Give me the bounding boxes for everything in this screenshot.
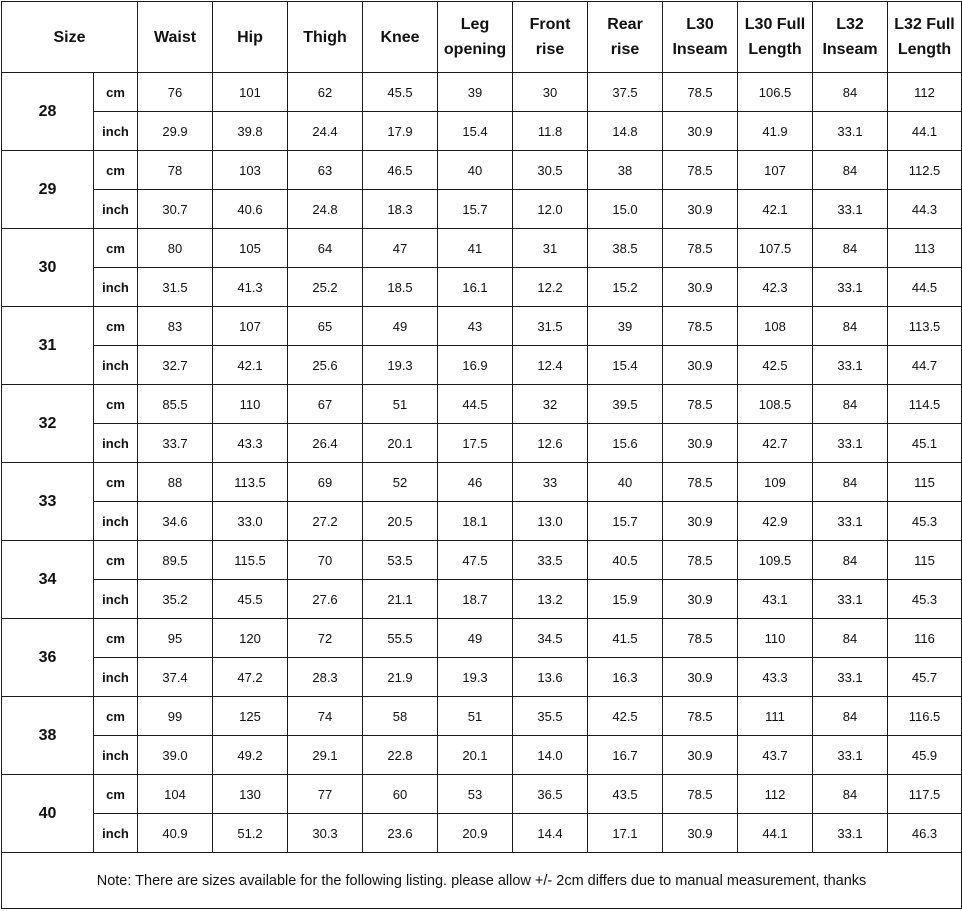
measurement-cell: 89.5 [138, 541, 213, 580]
measurement-cell: 78.5 [663, 73, 738, 112]
measurement-cell: 30.9 [663, 268, 738, 307]
measurement-cell: 20.1 [363, 424, 438, 463]
header-hip [213, 2, 288, 73]
measurement-cell: 43.3 [213, 424, 288, 463]
header-front-rise [513, 2, 588, 73]
size-label: 28 [2, 73, 94, 151]
measurement-cell: 33.1 [813, 814, 888, 853]
measurement-cell: 106.5 [738, 73, 813, 112]
measurement-cell: 46.5 [363, 151, 438, 190]
measurement-cell: 30.9 [663, 814, 738, 853]
measurement-cell: 33.1 [813, 658, 888, 697]
measurement-cell: 76 [138, 73, 213, 112]
size-label: 30 [2, 229, 94, 307]
measurement-cell: 15.7 [588, 502, 663, 541]
measurement-cell: 30.9 [663, 736, 738, 775]
header-row [2, 2, 962, 73]
measurement-cell: 25.6 [288, 346, 363, 385]
measurement-cell: 30.9 [663, 112, 738, 151]
measurement-cell: 78.5 [663, 229, 738, 268]
measurement-cell: 29.9 [138, 112, 213, 151]
measurement-cell: 30.9 [663, 658, 738, 697]
table-row [2, 502, 962, 541]
measurement-cell: 55.5 [363, 619, 438, 658]
unit-label: cm [94, 307, 138, 346]
unit-label: cm [94, 697, 138, 736]
measurement-cell: 30.3 [288, 814, 363, 853]
measurement-cell: 112 [738, 775, 813, 814]
table-row [2, 697, 962, 736]
measurement-cell: 28.3 [288, 658, 363, 697]
measurement-cell: 15.4 [588, 346, 663, 385]
measurement-cell: 53.5 [363, 541, 438, 580]
measurement-cell: 46 [438, 463, 513, 502]
measurement-cell: 30.5 [513, 151, 588, 190]
measurement-cell: 85.5 [138, 385, 213, 424]
measurement-cell: 45.5 [363, 73, 438, 112]
measurement-cell: 84 [813, 151, 888, 190]
measurement-cell: 107 [738, 151, 813, 190]
measurement-cell: 20.9 [438, 814, 513, 853]
measurement-cell: 49.2 [213, 736, 288, 775]
measurement-cell: 30.9 [663, 190, 738, 229]
unit-label: inch [94, 268, 138, 307]
note-row [2, 853, 962, 909]
measurement-cell: 111 [738, 697, 813, 736]
measurement-cell: 42.3 [738, 268, 813, 307]
size-label: 38 [2, 697, 94, 775]
table-row [2, 190, 962, 229]
measurement-cell: 84 [813, 385, 888, 424]
table-row [2, 268, 962, 307]
unit-label: inch [94, 658, 138, 697]
measurement-cell: 78 [138, 151, 213, 190]
header-l32-full-length [888, 2, 962, 73]
measurement-cell: 41.9 [738, 112, 813, 151]
measurement-cell: 51 [363, 385, 438, 424]
measurement-cell: 15.9 [588, 580, 663, 619]
measurement-cell: 30.9 [663, 346, 738, 385]
measurement-cell: 64 [288, 229, 363, 268]
unit-label: inch [94, 112, 138, 151]
measurement-cell: 16.7 [588, 736, 663, 775]
measurement-cell: 113.5 [213, 463, 288, 502]
measurement-cell: 18.5 [363, 268, 438, 307]
measurement-cell: 116.5 [888, 697, 962, 736]
size-rows [2, 73, 962, 853]
measurement-cell: 43 [438, 307, 513, 346]
size-label: 31 [2, 307, 94, 385]
table-row [2, 814, 962, 853]
table-row [2, 73, 962, 112]
size-label: 40 [2, 775, 94, 853]
measurement-cell: 42.5 [588, 697, 663, 736]
table-row [2, 229, 962, 268]
unit-label: cm [94, 229, 138, 268]
header-rear-rise-label: Rear rise [607, 16, 643, 58]
measurement-cell: 39 [588, 307, 663, 346]
measurement-cell: 43.3 [738, 658, 813, 697]
measurement-cell: 51 [438, 697, 513, 736]
measurement-cell: 40.6 [213, 190, 288, 229]
measurement-cell: 21.1 [363, 580, 438, 619]
measurement-cell: 84 [813, 541, 888, 580]
measurement-cell: 113 [888, 229, 962, 268]
measurement-cell: 17.1 [588, 814, 663, 853]
table-row [2, 658, 962, 697]
measurement-cell: 35.2 [138, 580, 213, 619]
table-row [2, 541, 962, 580]
measurement-cell: 41.5 [588, 619, 663, 658]
measurement-cell: 39.8 [213, 112, 288, 151]
measurement-cell: 43.7 [738, 736, 813, 775]
table-row [2, 385, 962, 424]
unit-label: cm [94, 151, 138, 190]
measurement-cell: 30.9 [663, 580, 738, 619]
measurement-cell: 112.5 [888, 151, 962, 190]
measurement-cell: 13.0 [513, 502, 588, 541]
measurement-cell: 47.5 [438, 541, 513, 580]
measurement-cell: 14.0 [513, 736, 588, 775]
measurement-cell: 99 [138, 697, 213, 736]
measurement-cell: 63 [288, 151, 363, 190]
header-l30-inseam-label: L30 Inseam [672, 16, 728, 58]
measurement-cell: 33 [513, 463, 588, 502]
measurement-cell: 14.8 [588, 112, 663, 151]
measurement-cell: 33.5 [513, 541, 588, 580]
measurement-cell: 78.5 [663, 541, 738, 580]
table-row [2, 463, 962, 502]
measurement-cell: 20.5 [363, 502, 438, 541]
measurement-cell: 16.9 [438, 346, 513, 385]
unit-label: inch [94, 736, 138, 775]
measurement-cell: 74 [288, 697, 363, 736]
header-front-rise-label: Front rise [529, 16, 571, 58]
measurement-cell: 31 [513, 229, 588, 268]
measurement-cell: 49 [363, 307, 438, 346]
measurement-cell: 19.3 [363, 346, 438, 385]
unit-label: inch [94, 424, 138, 463]
measurement-cell: 37.4 [138, 658, 213, 697]
measurement-cell: 44.7 [888, 346, 962, 385]
header-thigh [288, 2, 363, 73]
measurement-cell: 16.1 [438, 268, 513, 307]
measurement-cell: 32.7 [138, 346, 213, 385]
measurement-cell: 32 [513, 385, 588, 424]
measurement-cell: 42.1 [213, 346, 288, 385]
measurement-cell: 49 [438, 619, 513, 658]
measurement-cell: 44.5 [888, 268, 962, 307]
measurement-cell: 114.5 [888, 385, 962, 424]
measurement-cell: 44.1 [738, 814, 813, 853]
measurement-cell: 36.5 [513, 775, 588, 814]
measurement-cell: 30.7 [138, 190, 213, 229]
measurement-cell: 27.2 [288, 502, 363, 541]
measurement-cell: 12.0 [513, 190, 588, 229]
measurement-cell: 18.3 [363, 190, 438, 229]
measurement-cell: 15.7 [438, 190, 513, 229]
measurement-cell: 22.8 [363, 736, 438, 775]
header-l32-inseam-label: L32 Inseam [822, 16, 878, 58]
measurement-cell: 51.2 [213, 814, 288, 853]
measurement-cell: 72 [288, 619, 363, 658]
header-l30-full-length [738, 2, 813, 73]
measurement-cell: 78.5 [663, 151, 738, 190]
measurement-cell: 18.7 [438, 580, 513, 619]
measurement-cell: 33.1 [813, 190, 888, 229]
measurement-cell: 46.3 [888, 814, 962, 853]
measurement-cell: 13.6 [513, 658, 588, 697]
size-label: 32 [2, 385, 94, 463]
measurement-cell: 101 [213, 73, 288, 112]
size-label: 33 [2, 463, 94, 541]
measurement-cell: 113.5 [888, 307, 962, 346]
measurement-cell: 104 [138, 775, 213, 814]
measurement-cell: 33.1 [813, 268, 888, 307]
measurement-cell: 26.4 [288, 424, 363, 463]
measurement-cell: 34.5 [513, 619, 588, 658]
measurement-cell: 12.6 [513, 424, 588, 463]
measurement-cell: 65 [288, 307, 363, 346]
measurement-cell: 12.4 [513, 346, 588, 385]
header-l32-inseam [813, 2, 888, 73]
measurement-cell: 78.5 [663, 385, 738, 424]
measurement-cell: 44.5 [438, 385, 513, 424]
measurement-cell: 78.5 [663, 463, 738, 502]
measurement-cell: 15.4 [438, 112, 513, 151]
measurement-cell: 18.1 [438, 502, 513, 541]
measurement-cell: 38 [588, 151, 663, 190]
measurement-cell: 44.3 [888, 190, 962, 229]
measurement-cell: 33.1 [813, 346, 888, 385]
measurement-cell: 77 [288, 775, 363, 814]
measurement-cell: 20.1 [438, 736, 513, 775]
measurement-cell: 35.5 [513, 697, 588, 736]
size-chart [1, 1, 961, 909]
measurement-cell: 67 [288, 385, 363, 424]
table-row [2, 580, 962, 619]
measurement-cell: 130 [213, 775, 288, 814]
measurement-cell: 84 [813, 697, 888, 736]
measurement-cell: 83 [138, 307, 213, 346]
header-knee-label: Knee [380, 28, 420, 46]
measurement-cell: 33.1 [813, 424, 888, 463]
measurement-cell: 84 [813, 463, 888, 502]
table-row [2, 151, 962, 190]
size-chart-table [1, 1, 962, 909]
measurement-cell: 42.7 [738, 424, 813, 463]
measurement-cell: 47 [363, 229, 438, 268]
measurement-cell: 34.6 [138, 502, 213, 541]
measurement-cell: 40.5 [588, 541, 663, 580]
header-l30-full-length-label: L30 Full Length [744, 16, 806, 58]
measurement-cell: 39 [438, 73, 513, 112]
measurement-cell: 19.3 [438, 658, 513, 697]
measurement-cell: 42.5 [738, 346, 813, 385]
measurement-cell: 45.3 [888, 580, 962, 619]
measurement-cell: 62 [288, 73, 363, 112]
header-knee [363, 2, 438, 73]
measurement-cell: 84 [813, 775, 888, 814]
measurement-cell: 60 [363, 775, 438, 814]
measurement-cell: 115 [888, 463, 962, 502]
unit-label: cm [94, 541, 138, 580]
header-waist-label: Waist [153, 28, 197, 46]
table-row [2, 112, 962, 151]
measurement-cell: 125 [213, 697, 288, 736]
measurement-cell: 115.5 [213, 541, 288, 580]
measurement-cell: 112 [888, 73, 962, 112]
measurement-cell: 103 [213, 151, 288, 190]
table-row [2, 346, 962, 385]
measurement-cell: 40.9 [138, 814, 213, 853]
header-leg-opening [438, 2, 513, 73]
measurement-cell: 109 [738, 463, 813, 502]
measurement-cell: 30 [513, 73, 588, 112]
measurement-cell: 115 [888, 541, 962, 580]
header-l30-inseam [663, 2, 738, 73]
unit-label: cm [94, 385, 138, 424]
measurement-cell: 30.9 [663, 424, 738, 463]
measurement-cell: 21.9 [363, 658, 438, 697]
measurement-cell: 12.2 [513, 268, 588, 307]
measurement-cell: 39.5 [588, 385, 663, 424]
measurement-cell: 53 [438, 775, 513, 814]
unit-label: inch [94, 814, 138, 853]
measurement-cell: 25.2 [288, 268, 363, 307]
unit-label: cm [94, 463, 138, 502]
header-hip-label: Hip [237, 28, 263, 46]
measurement-cell: 31.5 [138, 268, 213, 307]
measurement-cell: 69 [288, 463, 363, 502]
measurement-cell: 33.1 [813, 112, 888, 151]
measurement-cell: 105 [213, 229, 288, 268]
measurement-cell: 31.5 [513, 307, 588, 346]
measurement-cell: 107 [213, 307, 288, 346]
measurement-cell: 47.2 [213, 658, 288, 697]
unit-label: inch [94, 502, 138, 541]
measurement-cell: 45.9 [888, 736, 962, 775]
measurement-cell: 78.5 [663, 307, 738, 346]
measurement-cell: 84 [813, 73, 888, 112]
measurement-cell: 120 [213, 619, 288, 658]
measurement-cell: 23.6 [363, 814, 438, 853]
measurement-cell: 38.5 [588, 229, 663, 268]
header-thigh-label: Thigh [303, 28, 347, 46]
measurement-cell: 84 [813, 619, 888, 658]
measurement-cell: 42.1 [738, 190, 813, 229]
header-size: Size [2, 2, 138, 73]
measurement-cell: 11.8 [513, 112, 588, 151]
measurement-cell: 33.0 [213, 502, 288, 541]
measurement-cell: 80 [138, 229, 213, 268]
size-label: 34 [2, 541, 94, 619]
measurement-cell: 44.1 [888, 112, 962, 151]
measurement-cell: 84 [813, 229, 888, 268]
measurement-cell: 52 [363, 463, 438, 502]
measurement-cell: 24.4 [288, 112, 363, 151]
size-label: 36 [2, 619, 94, 697]
table-row [2, 619, 962, 658]
note-text: Note: There are sizes available for the following listing. please allow +/- 2cm differs due to manual measurement, thanks [2, 853, 962, 909]
unit-label: cm [94, 775, 138, 814]
measurement-cell: 78.5 [663, 775, 738, 814]
unit-label: inch [94, 580, 138, 619]
measurement-cell: 109.5 [738, 541, 813, 580]
measurement-cell: 108 [738, 307, 813, 346]
measurement-cell: 110 [213, 385, 288, 424]
unit-label: inch [94, 346, 138, 385]
measurement-cell: 107.5 [738, 229, 813, 268]
measurement-cell: 95 [138, 619, 213, 658]
measurement-cell: 45.5 [213, 580, 288, 619]
table-row [2, 307, 962, 346]
measurement-cell: 78.5 [663, 697, 738, 736]
header-leg-opening-label: Leg opening [443, 16, 507, 58]
measurement-cell: 58 [363, 697, 438, 736]
measurement-cell: 39.0 [138, 736, 213, 775]
measurement-cell: 117.5 [888, 775, 962, 814]
measurement-cell: 41.3 [213, 268, 288, 307]
measurement-cell: 16.3 [588, 658, 663, 697]
measurement-cell: 110 [738, 619, 813, 658]
measurement-cell: 45.3 [888, 502, 962, 541]
measurement-cell: 88 [138, 463, 213, 502]
header-rear-rise [588, 2, 663, 73]
size-label: 29 [2, 151, 94, 229]
measurement-cell: 43.5 [588, 775, 663, 814]
measurement-cell: 116 [888, 619, 962, 658]
measurement-cell: 13.2 [513, 580, 588, 619]
measurement-cell: 17.5 [438, 424, 513, 463]
measurement-cell: 70 [288, 541, 363, 580]
measurement-cell: 27.6 [288, 580, 363, 619]
measurement-cell: 40 [438, 151, 513, 190]
measurement-cell: 15.6 [588, 424, 663, 463]
measurement-cell: 42.9 [738, 502, 813, 541]
measurement-cell: 24.8 [288, 190, 363, 229]
measurement-cell: 33.1 [813, 580, 888, 619]
measurement-cell: 41 [438, 229, 513, 268]
measurement-cell: 37.5 [588, 73, 663, 112]
header-l32-full-length-label: L32 Full Length [894, 16, 955, 58]
measurement-cell: 33.1 [813, 502, 888, 541]
measurement-cell: 15.0 [588, 190, 663, 229]
table-row [2, 736, 962, 775]
table-row [2, 775, 962, 814]
measurement-cell: 17.9 [363, 112, 438, 151]
measurement-cell: 33.1 [813, 736, 888, 775]
measurement-cell: 45.7 [888, 658, 962, 697]
measurement-cell: 14.4 [513, 814, 588, 853]
measurement-cell: 43.1 [738, 580, 813, 619]
measurement-cell: 33.7 [138, 424, 213, 463]
measurement-cell: 45.1 [888, 424, 962, 463]
header-waist [138, 2, 213, 73]
measurement-cell: 84 [813, 307, 888, 346]
measurement-cell: 40 [588, 463, 663, 502]
measurement-cell: 30.9 [663, 502, 738, 541]
measurement-cell: 29.1 [288, 736, 363, 775]
unit-label: cm [94, 619, 138, 658]
measurement-cell: 108.5 [738, 385, 813, 424]
unit-label: inch [94, 190, 138, 229]
table-row [2, 424, 962, 463]
measurement-cell: 78.5 [663, 619, 738, 658]
unit-label: cm [94, 73, 138, 112]
measurement-cell: 15.2 [588, 268, 663, 307]
